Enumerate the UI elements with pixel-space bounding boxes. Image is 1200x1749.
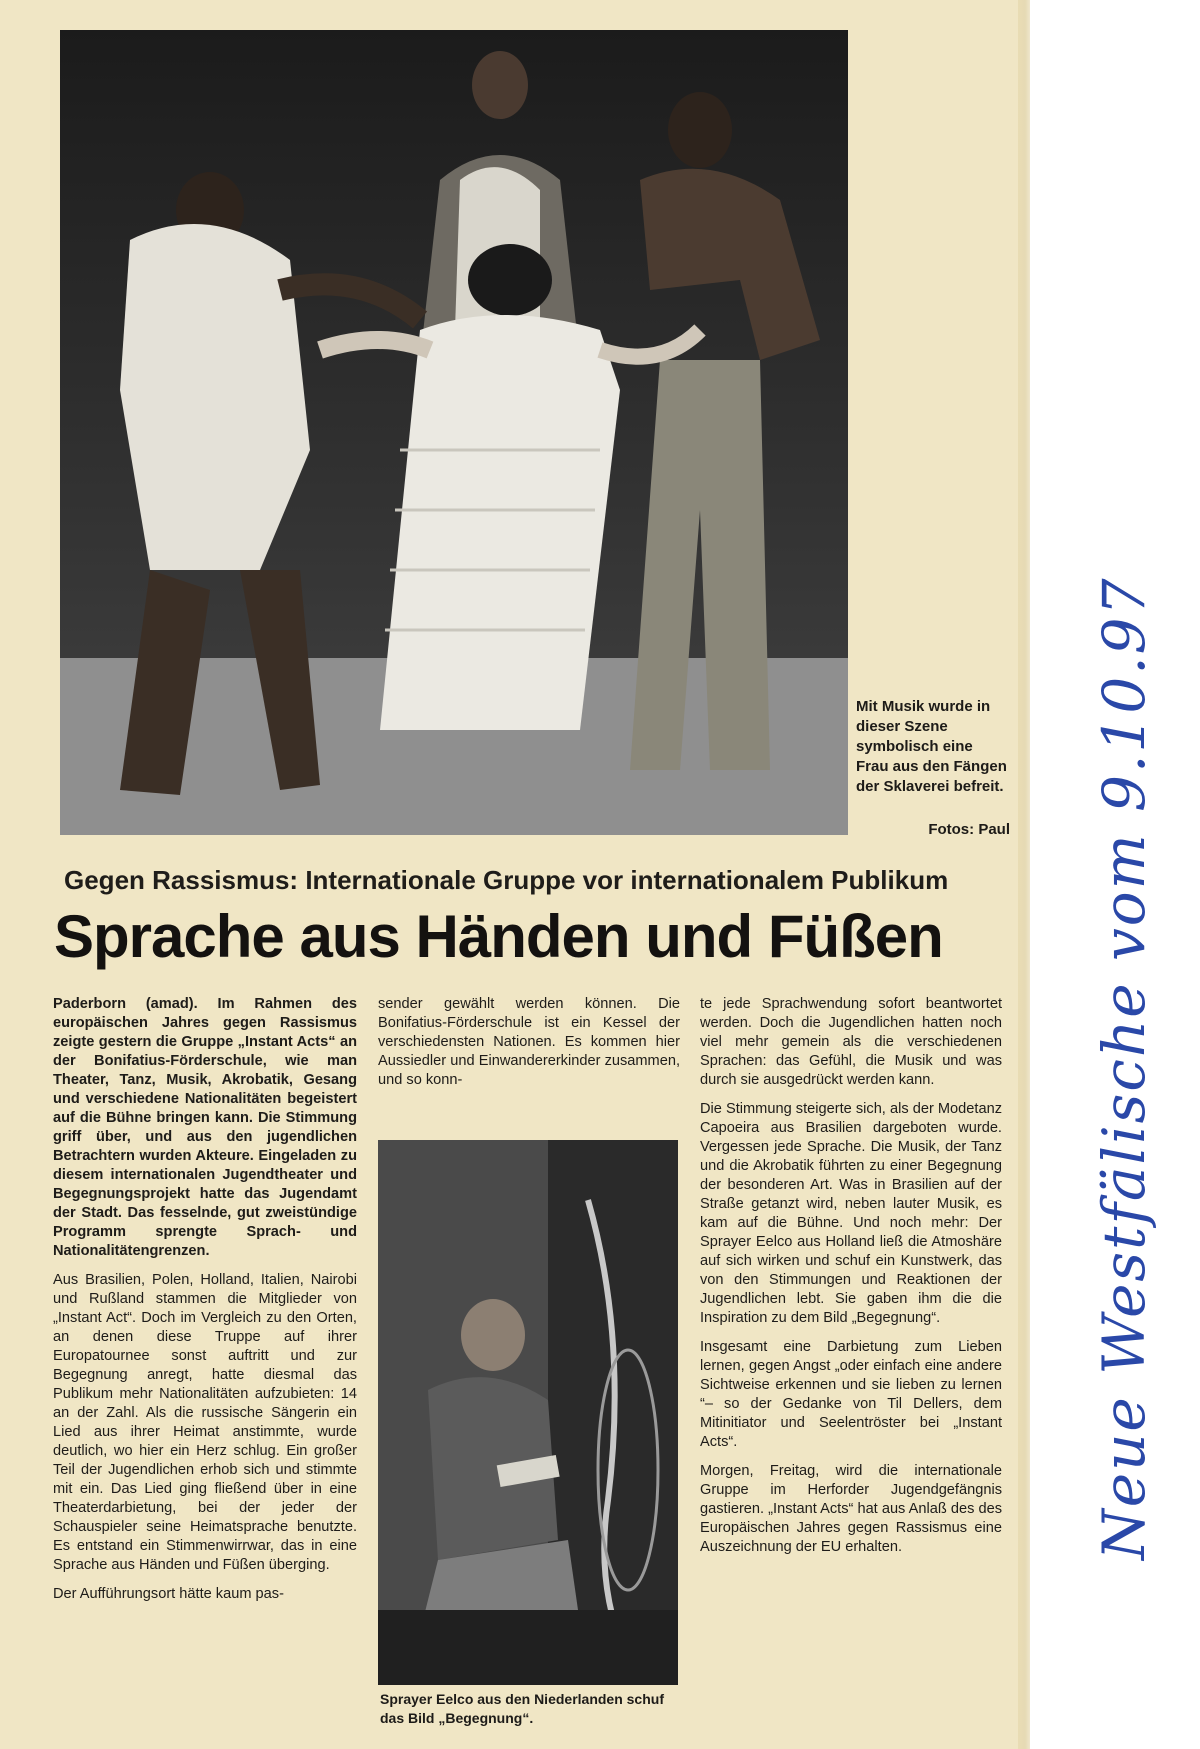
text-column-3	[700, 995, 1002, 1567]
stage-scene-illustration	[60, 30, 848, 835]
text-column-2	[378, 995, 680, 1100]
paragraph: te jede Sprachwendung sofort beantwortet werden. Doch die Jugendlichen hatten noch viel mehr gemein als die verschiedenen Sprachen: das Gefühl, die Musik und was durch sie ausgedrückt werden kann.	[700, 996, 1002, 1088]
sprayer-photo-caption: Sprayer Eelco aus den Niederlanden schuf das Bild „Begegnung“.	[380, 1691, 664, 1726]
paragraph: Die Stimmung steigerte sich, als der Modetanz Capoeira aus Brasilien dargeboten wurde. Vergessen jede Sprache. Die Musik, der Tanz und die Akrobatik führten zu einer Begegnung der besonderen Art. Was in Brasilien auf der Straße getanzt wird, neben lauter Musik, es kam auf die Bühne. Und noch mehr: Der Sprayer Eelco aus Holland ließ die Atmoshäre auf sich wirken und schuf ein Kunstwerk, das von den Stimmungen und Reaktionen der Jugendlichen lebt. Sie gaben ihm die die Inspiration zu dem Bild „Begegnung“.	[700, 1101, 1002, 1326]
main-photo-caption: Mit Musik wurde in dieser Szene symbolisch eine Frau aus den Fängen der Sklaverei befreit.	[856, 698, 1007, 795]
paragraph: Der Aufführungsort hätte kaum pas-	[53, 1586, 284, 1602]
article-kicker: Gegen Rassismus: Internationale Gruppe vor internationalem Publikum	[64, 865, 949, 895]
sprayer-photo	[378, 1140, 678, 1685]
paragraph: Morgen, Freitag, wird die internationale Gruppe im Herforder Jugendgefängnis gastieren. „Instant Acts“ hat aus Anlaß des des Europäischen Jahres gegen Rassismus eine Auszeichnung der EU erhalten.	[700, 1463, 1002, 1555]
sprayer-scene-illustration	[378, 1140, 678, 1685]
photo-credit: Fotos: Paul	[928, 821, 1010, 838]
paragraph: Insgesamt eine Darbietung zum Lieben lernen, gegen Angst „oder einfach eine andere Sichtweise erkennen und sie lieben zu lernen “– so der Gedanke von Til Dellers, dem Mitinitiator und Seelentröster bei „Instant Acts“.	[700, 1339, 1002, 1450]
paragraph: Aus Brasilien, Polen, Holland, Italien, Nairobi und Rußland stammen die Mitglieder von „Instant Act“. Doch im Vergleich zu den Orten, an denen diese Truppe auf ihrer Europatournee sonst auftritt und zur Begegnung anregt, hatte diesmal das Publikum mehr Nationalitäten aufzubieten: 14 an der Zahl. Als die russische Sängerin ein Lied aus ihrer Heimat anstimmte, wurde deutlich, wo hier ein Herz schlug. Ein großer Teil der Jugendlichen erhob sich und stimmte mit ein. Das Lied ging fließend über in eine Theaterdarbietung, bei der jeder der Schauspieler seine Heimatsprache benutzte. Es entstand ein Stimmenwirrwar, das in eine Sprache aus Händen und Füßen überging.	[53, 1272, 357, 1573]
main-photo	[60, 30, 848, 835]
lead-paragraph: Paderborn (amad). Im Rahmen des europäischen Jahres gegen Rassismus zeigte gestern die Gruppe „Instant Acts“ an der Bonifatius-Förderschule, wie man Theater, Tanz, Musik, Akrobatik, Gesang und verschiedene Nationalitäten begeistert auf die Bühne bringen kann. Die Stimmung griff über, und aus den jugendlichen Betrachtern wurden Akteure. Eingeladen zu diesem internationalen Jugendtheater und Begegnungsprojekt hatte das Jugendamt der Stadt. Das fesselnde, gut zweistündige Programm sprengte Sprach- und Nationalitätengrenzen.	[53, 996, 357, 1259]
handwritten-source-note: Neue Westfälische vom 9.10.97	[1090, 576, 1158, 1560]
article-headline: Sprache aus Händen und Füßen	[54, 903, 943, 970]
text-column-1	[53, 995, 357, 1614]
paragraph: sender gewählt werden können. Die Bonifatius-Förderschule ist ein Kessel der verschiedensten Nationen. Es kommen hier Aussiedler und Einwandererkinder zusammen, und so konn-	[378, 996, 680, 1088]
clipping-edge	[1018, 0, 1030, 1749]
